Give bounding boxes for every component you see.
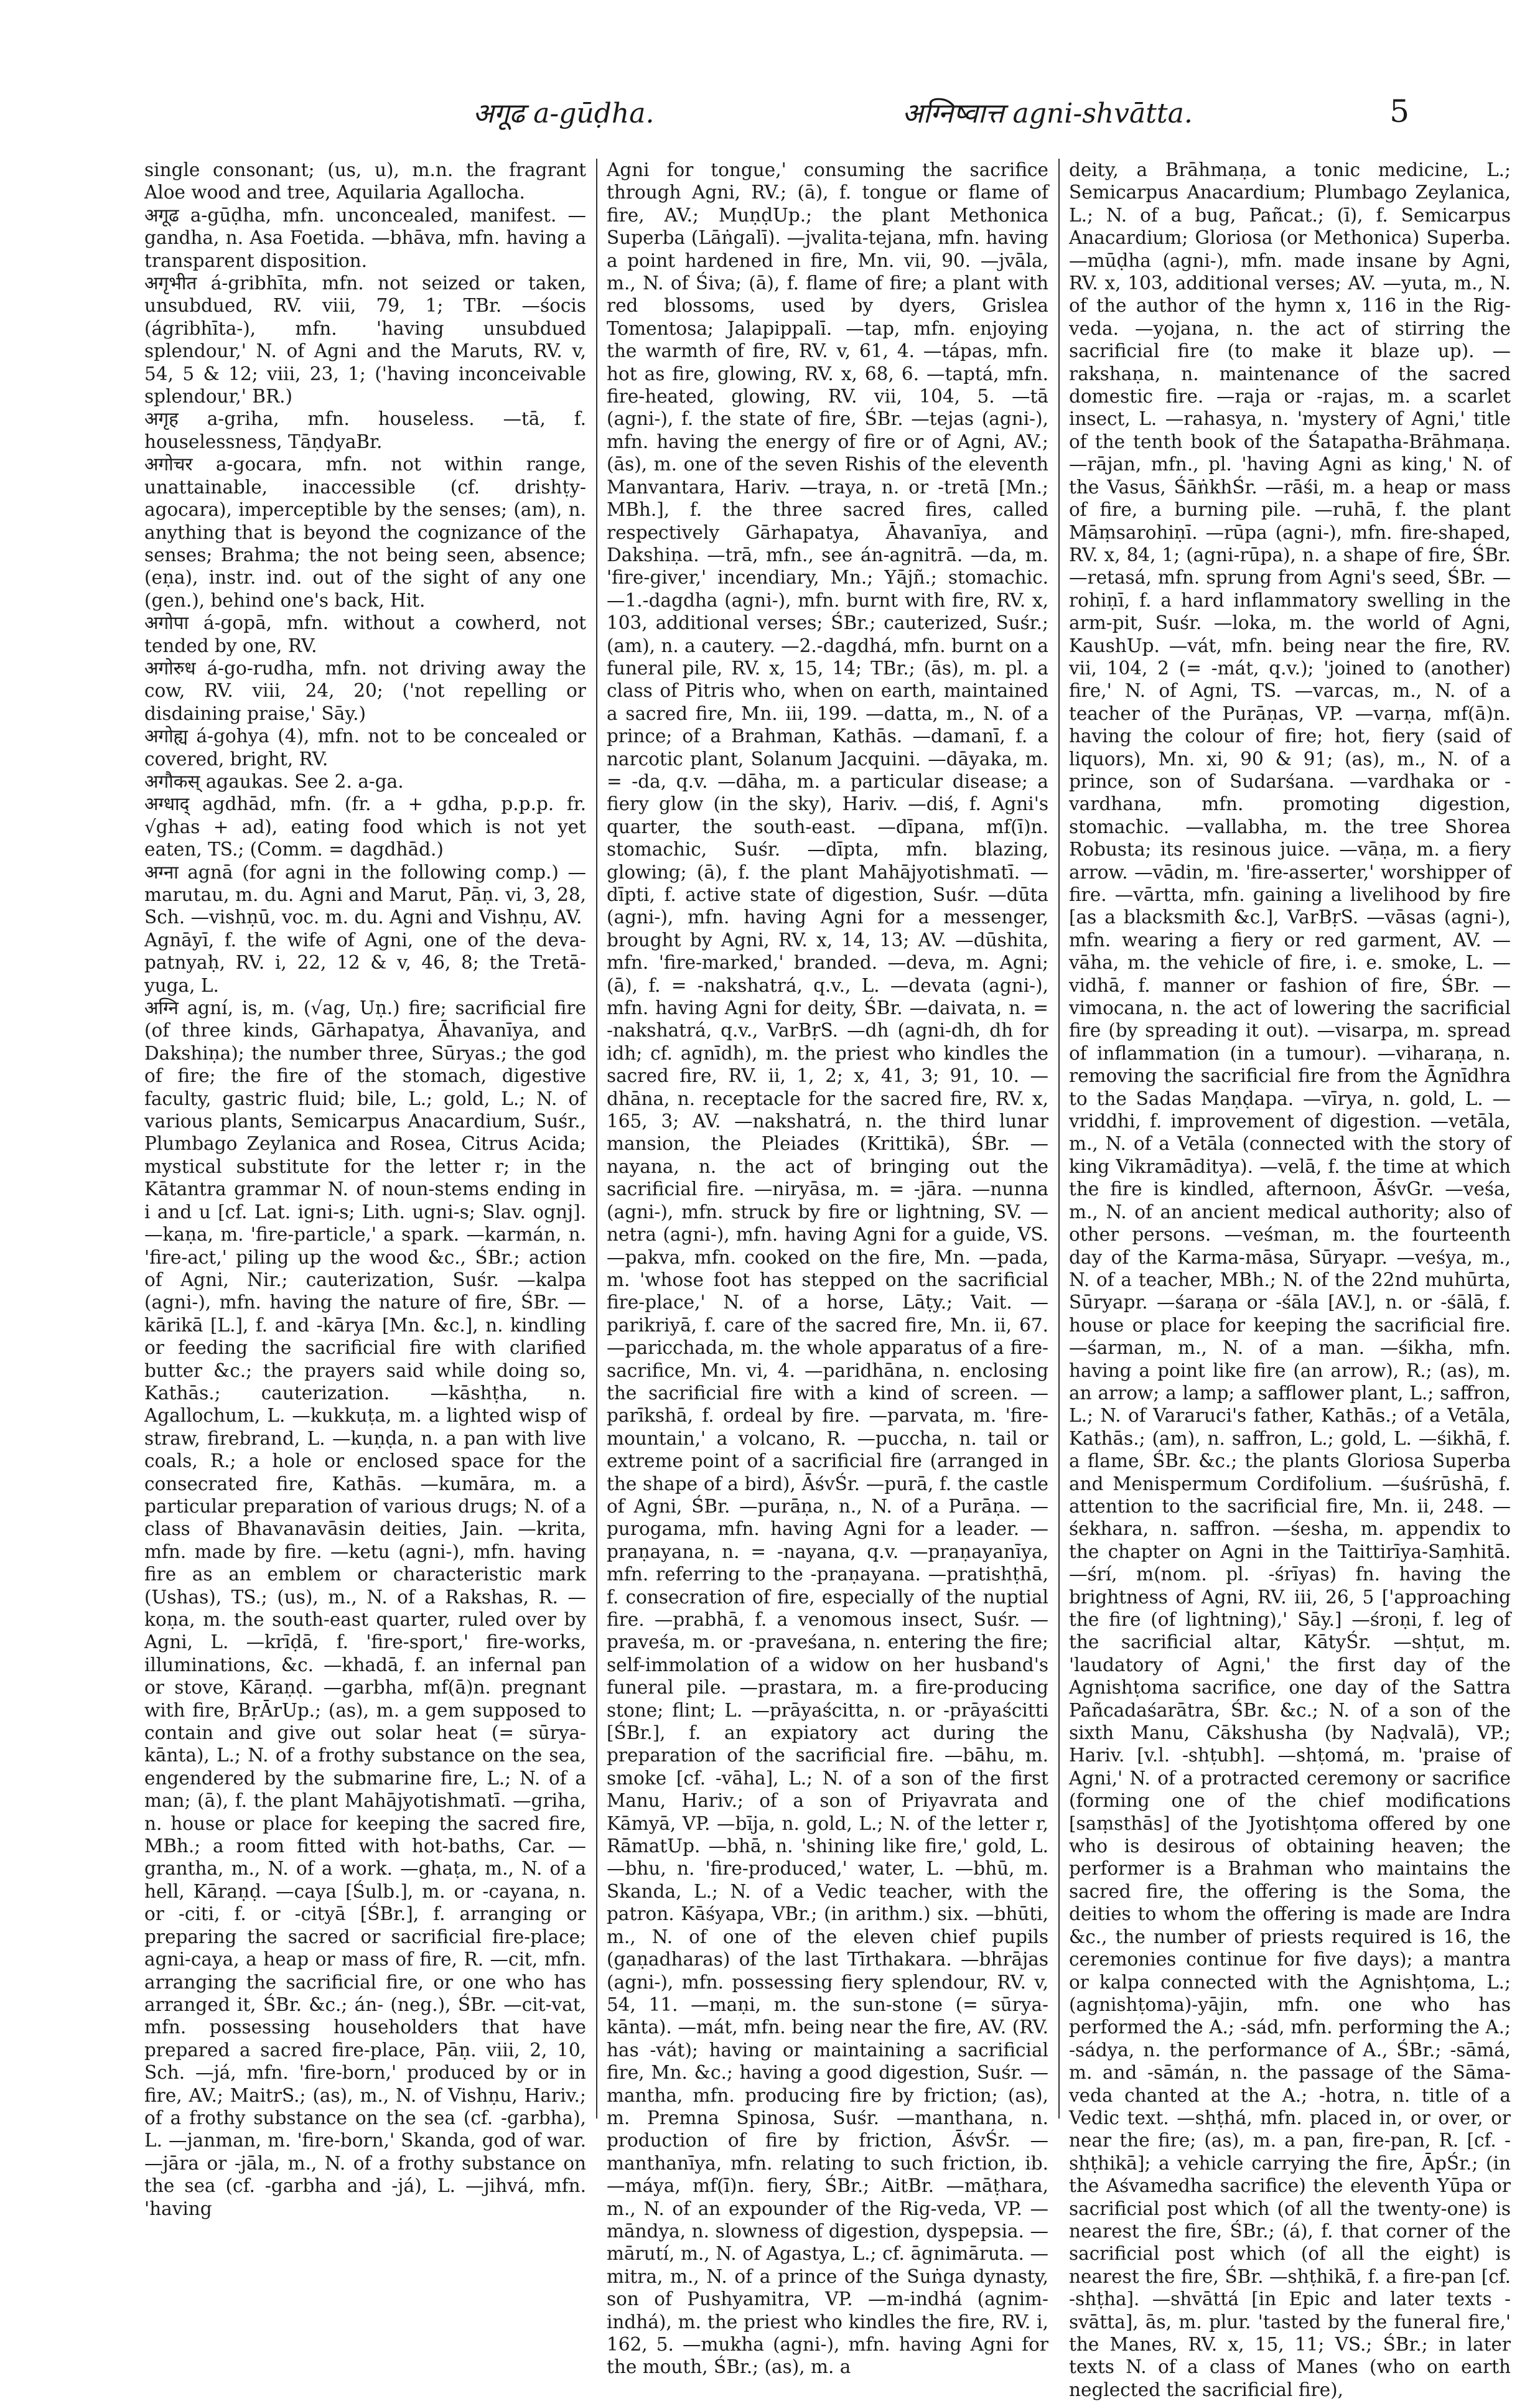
page-number: 5 bbox=[1389, 93, 1409, 129]
page-header bbox=[0, 93, 1540, 149]
dictionary-entry: deity, a Brāhmaṇa, a tonic medicine, L.; Semicarpus Anacardium; Plumbago Zeylanica, L.; N. of a bug, Pañcat.; (ī), f. Semicarpus Anacardium; Gloriosa (or Methonica) Superba. —mūḍha (agni-), mfn. made insane by Agni, RV. x, 103, additional verses; AV. —yuta, m., N. of the author of the hymn x, 116 in the Rig-veda. —yojana, n. the act of stirring the sacrificial fire (to make it blaze up). —rakshaṇa, n. maintenance of the sacred domestic fire. —raja or -rajas, m. a scarlet insect, L. —rahasya, n. 'mystery of Agni,' title of the tenth book of the Śatapatha-Brāhmaṇa. —rājan, mfn., pl. 'having Agni as king,' N. of the Vasus, ŚāṅkhŚr. —rāśi, m. a heap or mass of fire, a burning pile. —ruhā, f. the plant Māṃsarohiṇī. —rūpa (agni-), mfn. fire-shaped, RV. x, 84, 1; (agni-rūpa), n. a shape of fire, ŚBr. —retasá, mfn. sprung from Agni's seed, ŚBr. —rohiṇī, f. a hard inflammatory swelling in the arm-pit, Suśr. —loka, m. the world of Agni, KaushUp. —vát, mfn. being near the fire, RV. vii, 104, 2 (= -mát, q.v.); 'joined to (another) fire,' N. of Agni, TS. —varcas, m., N. of a teacher of the Purāṇas, VP. —varṇa, mf(ā)n. having the colour of fire; hot, fiery (said of liquors), Mn. xi, 90 & 91; (as), m., N. of a prince, son of Sudarśana. —vardhaka or -vardhana, mfn. promoting digestion, stomachic. —vallabha, m. the tree Shorea Robusta; its resinous juice. —vāṇa, m. a fiery arrow. —vādin, m. 'fire-asserter,' worshipper of fire. —vārtta, mfn. gaining a livelihood by fire [as a blacksmith &c.], VarBṛS. —vāsas (agni-), mfn. wearing a fiery or red garment, AV. —vāha, m. the vehicle of fire, i. e. smoke, L. —vidhā, f. manner or fashion of fire, ŚBr. —vimocana, n. the act of lowering the sacrificial fire (by spreading it out). —visarpa, m. spread of inflammation (in a tumour). —viharaṇa, n. removing the sacrificial fire from the Āgnīdhra to the Sadas Maṇḍapa. —vīrya, n. gold, L. —vriddhi, f. improvement of digestion. —vetāla, m., N. of a Vetāla (connected with the story of king Vikramāditya). —velā, f. the time at which the fire is kindled, afternoon, ĀśvGr. —veśa, m., N. of an ancient medical authority; also of other persons. —veśman, m. the fourteenth day of the Karma-māsa, Sūryapr. —veśya, m., N. of a teacher, MBh.; N. of the 22nd muhūrta, Sūryapr. —śaraṇa or -śāla [AV.], n. or -śālā, f. house or place for keeping the sacrificial fire. —śarman, m., N. of a man. —śikha, mfn. having a point like fire (an arrow), R.; (as), m. an arrow; a lamp; a safflower plant, L.; saffron, L.; N. of Vararuci's father, Kathās.; of a Vetāla, Kathās.; (am), n. saffron, L.; gold, L. —śikhā, f. a flame, ŚBr. &c.; the plants Gloriosa Superba and Menispermum Cordifolium. —śuśrūshā, f. attention to the sacrificial fire, Mn. ii, 248. —śekhara, n. saffron. —śesha, m. appendix to the chapter on Agni in the Taittirīya-Saṃhitā. —śrí, m(nom. pl. -śrīyas) fn. having the brightness of Agni, RV. iii, 26, 5 ['approaching the fire (of lightning),' Sāy.] —śroṇi, f. leg of the sacrificial altar, KātyŚr. —shṭut, m. 'laudatory of Agni,' the first day of the Agnishṭoma sacrifice, one day of the Sattra Pañcadaśarātra, ŚBr. &c.; N. of a son of the sixth Manu, Cākshusha (by Naḍvalā), VP.; Hariv. [v.l. -shṭubh]. —shṭomá, m. 'praise of Agni,' N. of a protracted ceremony or sacrifice (forming one of the chief modifications [saṃsthās] of the Jyotishṭoma offered by one who is desirous of obtaining heaven; the performer is a Brahman who maintains the sacred fire, the offering is the Soma, the deities to whom the offering is made are Indra &c., the number of priests required is 16, the ceremonies continue for five days); a mantra or kalpa connected with the Agnishṭoma, L.; (agnishṭoma)-yājin, mfn. one who has performed the A.; -sád, mfn. performing the A.; -sádya, n. the performance of A., ŚBr.; -sāmá, m. and -sāmán, n. the passage of the Sāma-veda chanted at the A.; -hotra, n. title of a Vedic text. —shṭhá, mfn. placed in, or over, or near the fire; (as), m. a pan, fire-pan, R. [cf. -shṭhikā]; a vehicle carrying the fire, ĀpŚr.; (in the Aśvamedha sacrifice) the eleventh Yūpa or sacrificial post which (of all the twenty-one) is nearest the fire, ŚBr.; (á), f. that corner of the sacrificial post which (of all the eight) is nearest the fire, ŚBr. —shṭhikā, f. a fire-pan [cf. -shṭha]. —shvāttá [in Epic and later texts -svātta], ās, m. plur. 'tasted by the funeral fire,' the Manes, RV. x, 15, 11; VS.; ŚBr.; in later texts N. of a class of Manes (who on earth neglected the sacrificial fire), bbox=[1069, 159, 1511, 2400]
dictionary-entry: अगृह a-griha, mfn. houseless. —tā, f. houselessness, TāṇḍyaBr. bbox=[144, 408, 586, 452]
dictionary-column-3 bbox=[1069, 159, 1511, 2400]
dictionary-entry: अग्नि agní, is, m. (√ag, Uṇ.) fire; sacrificial fire (of three kinds, Gārhapatya, Āhavanīya, and Dakshiṇa); the number three, Sūryas.; the god of fire; the fire of the stomach, digestive faculty, gastric fluid; bile, L.; gold, L.; N. of various plants, Semicarpus Anacardium, Suśr., Plumbago Zeylanica and Rosea, Citrus Acida; mystical substitute for the letter r; in the Kātantra grammar N. of noun-stems ending in i and u [cf. Lat. igni-s; Lith. ugni-s; Slav. ognj]. —kaṇa, m. 'fire-particle,' a spark. —karmán, n. 'fire-act,' piling up the wood &c., ŚBr.; action of Agni, Nir.; cauterization, Suśr. —kalpa (agni-), mfn. having the nature of fire, ŚBr. —kārikā [L.], f. and -kārya [Mn. &c.], n. kindling or feeding the sacrificial fire with clarified butter &c.; the prayers said while doing so, Kathās.; cauterization. —kāshṭha, n. Agallochum, L. —kukkuṭa, m. a lighted wisp of straw, firebrand, L. —kuṇḍa, n. a pan with live coals, R.; a hole or enclosed space for the consecrated fire, Kathās. —kumāra, m. a particular preparation of various drugs; N. of a class of Bhavanavāsin deities, Jain. —krita, mfn. made by fire. —ketu (agni-), mfn. having fire as an emblem or characteristic mark (Ushas), TS.; (us), m., N. of a Rakshas, R. —koṇa, m. the south-east quarter, ruled over by Agni, L. —krīḍā, f. 'fire-sport,' fire-works, illuminations, &c. —khadā, f. an infernal pan or stove, Kāraṇḍ. —garbha, mf(ā)n. pregnant with fire, BṛĀrUp.; (as), m. a gem supposed to contain and give out solar heat (= sūrya-kānta), L.; N. of a frothy substance on the sea, engendered by the submarine fire, L.; N. of a man; (ā), f. the plant Mahājyotishmatī. —griha, n. house or place for keeping the sacred fire, MBh.; a room fitted with hot-baths, Car. —grantha, m., N. of a work. —ghaṭa, m., N. of a hell, Kāraṇḍ. —caya [Śulb.], m. or -cayana, n. or -citi, f. or -cityā [ŚBr.], f. arranging or preparing the sacred or sacrificial fire-place; agni-caya, a heap or mass of fire, R. —cit, mfn. arranging the sacrificial fire, or one who has arranged it, ŚBr. &c.; án- (neg.), ŚBr. —cit-vat, mfn. possessing householders that have prepared a sacred fire-place, Pāṇ. viii, 2, 10, Sch. —já, mfn. 'fire-born,' produced by or in fire, AV.; MaitrS.; (as), m., N. of Vishṇu, Hariv.; of a frothy substance on the sea (cf. -garbha), L. —janman, m. 'fire-born,' Skanda, god of war. —jāra or -jāla, m., N. of a frothy substance on the sea (cf. -garbha and -já), L. —jihvá, mfn. 'having bbox=[144, 997, 586, 2219]
column-divider bbox=[1058, 159, 1060, 2119]
dictionary-entry: single consonant; (us, u), m.n. the fragrant Aloe wood and tree, Aquilaria Agallocha. bbox=[144, 159, 586, 203]
dictionary-entry: अगृभीत á-gribhīta, mfn. not seized or taken, unsubdued, RV. viii, 79, 1; TBr. —śocis (ágribhīta-), mfn. 'having unsubdued splendour,' N. of Agni and the Maruts, RV. v, 54, 5 & 12; viii, 23, 1; ('having inconceivable splendour,' BR.) bbox=[144, 273, 586, 408]
column-divider bbox=[596, 159, 597, 2119]
dictionary-entry: अगोह्य á-gohya (4), mfn. not to be concealed or covered, bright, RV. bbox=[144, 725, 586, 770]
dictionary-entry: अगोचर a-gocara, mfn. not within range, unattainable, inaccessible (cf. drishṭy-agocara), imperceptible by the senses; (am), n. anything that is beyond the cognizance of the senses; Brahma; the not being seen, absence; (eṇa), instr. ind. out of the sight of any one (gen.), behind one's back, Hit. bbox=[144, 454, 586, 611]
dictionary-entry: अग्धाद् agdhād, mfn. (fr. a + gdha, p.p.p. fr. √ghas + ad), eating food which is not yet eaten, TS.; (Comm. = dagdhād.) bbox=[144, 793, 586, 860]
header-left-guide-word: अगूढ a-gūḍha. bbox=[473, 98, 655, 129]
dictionary-entry: अगोपा á-gopā, mfn. without a cowherd, not tended by one, RV. bbox=[144, 612, 586, 656]
dictionary-entry: Agnāyī, f. the wife of Agni, one of the deva-patnyaḥ, RV. i, 22, 12 & v, 46, 8; the Tretā-yuga, L. bbox=[144, 929, 586, 996]
dictionary-column-2 bbox=[607, 159, 1048, 2378]
dictionary-entry: अग्ना agnā (for agni in the following comp.) —marutau, m. du. Agni and Marut, Pāṇ. vi, 3, 28, Sch. —vishṇū, voc. m. du. Agni and Vishṇu, AV. bbox=[144, 861, 586, 928]
dictionary-entry: अगौकस् agaukas. See 2. a-ga. bbox=[144, 770, 404, 792]
dictionary-entry: अगूढ a-gūḍha, mfn. unconcealed, manifest. —gandha, n. Asa Foetida. —bhāva, mfn. having a transparent disposition. bbox=[144, 204, 586, 271]
header-right-guide-word: अग्निष्वात्त agni-shvātta. bbox=[902, 98, 1193, 129]
dictionary-column-1 bbox=[144, 159, 586, 2219]
dictionary-entry: अगोरुध á-go-rudha, mfn. not driving away the cow, RV. viii, 24, 20; ('not repelling or disdaining praise,' Sāy.) bbox=[144, 657, 586, 724]
dictionary-entry: Agni for tongue,' consuming the sacrifice through Agni, RV.; (ā), f. tongue or flame of fire, AV.; MuṇḍUp.; the plant Methonica Superba (Lāṅgalī). —jvalita-tejana, mfn. having a point hardened in fire, Mn. vii, 90. —jvāla, m., N. of Śiva; (ā), f. flame of fire; a plant with red blossoms, used by dyers, Grislea Tomentosa; Jalapippalī. —tap, mfn. enjoying the warmth of fire, RV. v, 61, 4. —tápas, mfn. hot as fire, glowing, RV. x, 68, 6. —taptá, mfn. fire-heated, glowing, RV. vii, 104, 5. —tā (agni-), f. the state of fire, ŚBr. —tejas (agni-), mfn. having the energy of fire or of Agni, AV.; (ās), m. one of the seven Rishis of the eleventh Manvantara, Hariv. —traya, n. or -tretā [Mn.; MBh.], f. the three sacred fires, called respectively Gārhapatya, Āhavanīya, and Dakshiṇa. —trā, mfn., see án-agnitrā. —da, m. 'fire-giver,' incendiary, Mn.; Yājñ.; stomachic. —1.-dagdha (agni-), mfn. burnt with fire, RV. x, 103, additional verses; ŚBr.; cauterized, Suśr.; (am), n. a cautery. —2.-dagdhá, mfn. burnt on a funeral pile, RV. x, 15, 14; TBr.; (ās), m. pl. a class of Pitris who, when on earth, maintained a sacred fire, Mn. iii, 199. —datta, m., N. of a prince; of a Brahman, Kathās. —damanī, f. a narcotic plant, Solanum Jacquini. —dāyaka, m. = -da, q.v. —dāha, m. a particular disease; a fiery glow (in the sky), Hariv. —diś, f. Agni's quarter, the south-east. —dīpana, mf(ī)n. stomachic, Suśr. —dīpta, mfn. blazing, glowing; (ā), f. the plant Mahājyotishmatī. —dīpti, f. active state of digestion, Suśr. —dūta (agni-), mfn. having Agni for a messenger, brought by Agni, RV. x, 14, 13; AV. —dūshita, mfn. 'fire-marked,' branded. —deva, m. Agni; (ā), f. = -nakshatrá, q.v., L. —devata (agni-), mfn. having Agni for deity, ŚBr. —daivata, n. = -nakshatrá, q.v., VarBṛS. —dh (agni-dh, dh for idh; cf. agnīdh), m. the priest who kindles the sacred fire, RV. ii, 1, 2; x, 41, 3; 91, 10. —dhāna, n. receptacle for the sacred fire, RV. x, 165, 3; AV. —nakshatrá, n. the third lunar mansion, the Pleiades (Krittikā), ŚBr. —nayana, n. the act of bringing out the sacrificial fire. —niryāsa, m. = -jāra. —nunna (agni-), mfn. struck by fire or lightning, SV. —netra (agni-), mfn. having Agni for a guide, VS. —pakva, mfn. cooked on the fire, Mn. —pada, m. 'whose foot has stepped on the sacrificial fire-place,' N. of a horse, Lāṭy.; Vait. —parikriyā, f. care of the sacred fire, Mn. ii, 67. —paricchada, m. the whole apparatus of a fire-sacrifice, Mn. vi, 4. —paridhāna, n. enclosing the sacrificial fire with a kind of screen. —parīkshā, f. ordeal by fire. —parvata, m. 'fire-mountain,' a volcano, R. —puccha, n. tail or extreme point of a sacrificial fire (arranged in the shape of a bird), ĀśvŚr. —purā, f. the castle of Agni, ŚBr. —purāṇa, n., N. of a Purāṇa. —purogama, mfn. having Agni for a leader. —praṇayana, n. = -nayana, q.v. —praṇayanīya, mfn. referring to the -praṇayana. —pratishṭhā, f. consecration of fire, especially of the nuptial fire. —prabhā, f. a venomous insect, Suśr. —praveśa, m. or -praveśana, n. entering the fire; self-immolation of a widow on her husband's funeral pile. —prastara, m. a fire-producing stone; flint; L. —prāyaścitta, n. or -prāyaścitti [ŚBr.], f. an expiatory act during the preparation of the sacrificial fire. —bāhu, m. smoke [cf. -vāha], L.; N. of a son of the first Manu, Hariv.; of a son of Priyavrata and Kāmyā, VP. —bīja, n. gold, L.; N. of the letter r, RāmatUp. —bhā, n. 'shining like fire,' gold, L. —bhu, n. 'fire-produced,' water, L. —bhū, m. Skanda, L.; N. of a Vedic teacher, with the patron. Kāśyapa, VBr.; (in arithm.) six. —bhūti, m., N. of one of the eleven chief pupils (gaṇadharas) of the last Tīrthakara. —bhrājas (agni-), mfn. possessing fiery splendour, RV. v, 54, 11. —maṇi, m. the sun-stone (= sūrya-kānta). —mát, mfn. being near the fire, AV. (RV. has -vát); having or maintaining a sacrificial fire, Mn. &c.; having a good digestion, Suśr. —mantha, mfn. producing fire by friction; (as), m. Premna Spinosa, Suśr. —manthana, n. production of fire by friction, ĀśvŚr. —manthanīya, mfn. relating to such friction, ib. —máya, mf(ī)n. fiery, ŚBr.; AitBr. —māṭhara, m., N. of an expounder of the Rig-veda, VP. —māndya, n. slowness of digestion, dyspepsia. —mārutí, m., N. of Agastya, L.; cf. āgnimāruta. —mitra, m., N. of a prince of the Suṅga dynasty, son of Pushyamitra, VP. —m-indhá (agnim-indhá), m. the priest who kindles the fire, RV. i, 162, 5. —mukha (agni-), mfn. having Agni for the mouth, ŚBr.; (as), m. a bbox=[607, 159, 1048, 2378]
